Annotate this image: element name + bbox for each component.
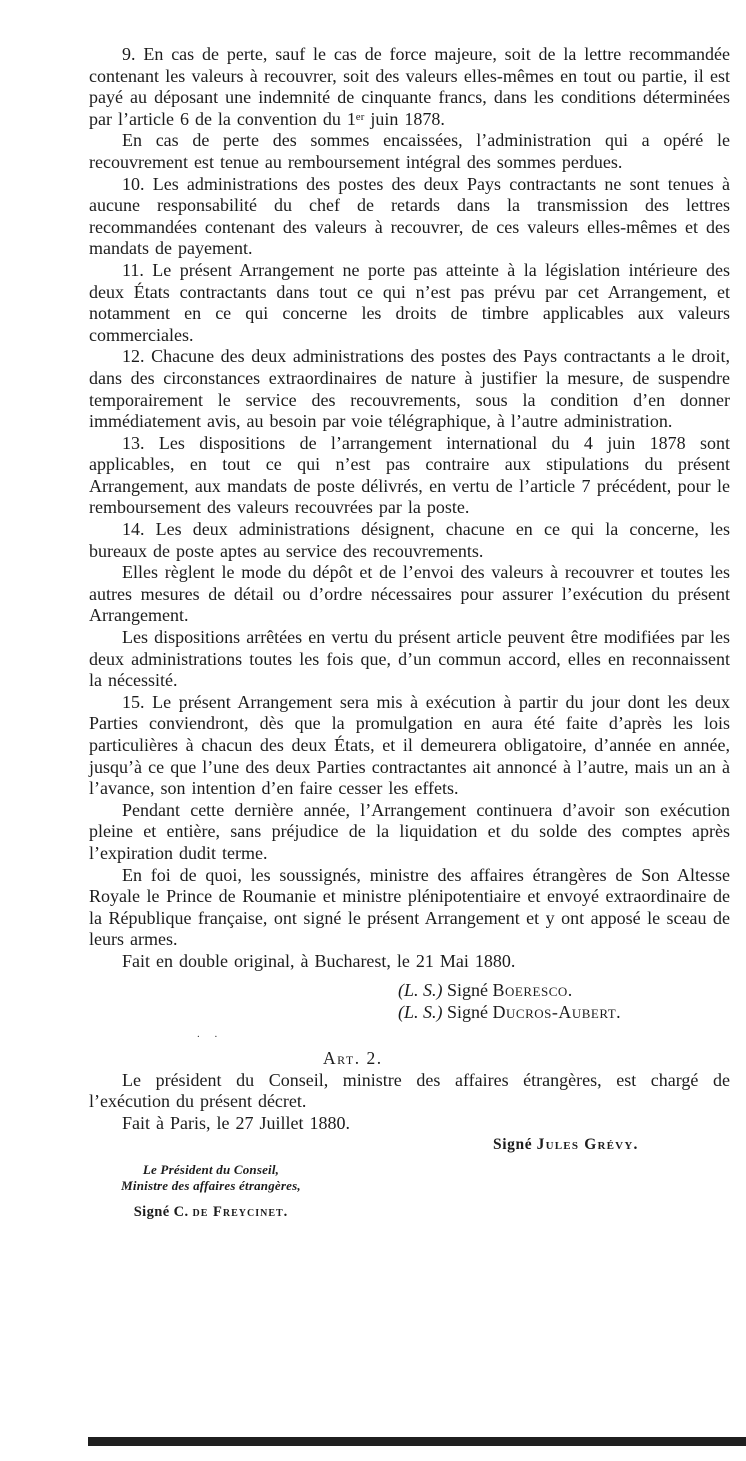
seal-ls-label: (L. S.) [398,979,443,1000]
paragraph: En cas de perte des sommes encaissées, l’administration qui a opéré le recouvrement est tenue au remboursement intégral des sommes perdues. [89,130,730,172]
paragraph: Les dispositions arrêtées en vertu du présent article peuvent être modifiées par les deux administrations toutes les fois que, d’un commun accord, elles en reconnaissent la nécessité. [89,627,730,691]
seal-signature-boeresco [398,979,730,1001]
function-line-ministre: Ministre des affaires étrangères, [121,1178,301,1194]
scan-dots-artifact: . . [197,1027,224,1040]
scan-artifact-bar [88,1437,746,1446]
signe-label: Signé [493,1136,533,1154]
seal-signature-ducros-aubert [398,1001,730,1023]
paragraph: Pendant cette dernière année, l’Arrangement continuera d’avoir son exécution pleine et entière, sans préjudice de la liquidation et du solde des comptes après l’expiration dudit terme. [89,799,730,863]
signe-label: Signé [447,979,489,1000]
paragraph: 14. Les deux administrations désignent, chacune en ce qui la concerne, les bureaux de poste aptes au service des recouvrements. [89,519,730,561]
signe-label: Signé [447,1001,489,1022]
paragraph: 11. Le présent Arrangement ne porte pas atteinte à la législation intérieure des deux États contractants dans tout ce qui n’est pas prévu par cet Arrangement, et notamment en ce qui concerne les droits de timbre applicables aux valeurs commerciales. [89,259,730,345]
article-2-heading: Art. 2. [323,1047,383,1068]
signature-freycinet [89,1202,333,1224]
dateline-paris: Fait à Paris, le 27 Juillet 1880. [122,1112,350,1133]
dateline-bucharest: Fait en double original, à Bucharest, le 21 Mai 1880. [122,950,516,971]
paragraph: 13. Les dispositions de l’arrangement international du 4 juin 1878 sont applicables, en tout ce qui n’est pas contraire aux stipulations du présent Arrangement, aux mandats de poste délivrés, en vertu de l’article 7 précédent, pour le remboursement des valeurs recouvrées par la poste. [89,432,730,518]
body-paragraphs [89,44,730,865]
function-line-president: Le Président du Conseil, [142,1162,280,1178]
document-text-block [89,0,730,1224]
seal-signatures [398,979,730,1023]
article-2-paragraph: Le président du Conseil, ministre des affaires étrangères, est chargé de l’exécution du présent décret. [89,1069,730,1112]
closing-paragraph: En foi de quoi, les soussignés, ministre des affaires étrangères de Son Altesse Royale le Prince de Roumanie et ministre plénipotentiaire et envoyé extraordinaire de la République française, ont signé le présent Arrangement et y ont apposé le sceau de leurs armes. [89,864,730,950]
signatory-name: Jules Grévy. [536,1136,639,1154]
signe-label: Signé C. [133,1204,189,1221]
seal-ls-label: (L. S.) [398,1001,443,1022]
paragraph: 9. En cas de perte, sauf le cas de force majeure, soit de la lettre recommandée contenant les valeurs à recouvrer, soit des valeurs elles-mêmes en tout ou partie, il est payé au déposant une indemnité de cinquante francs, dans les conditions déterminées par l’article 6 de la convention du 1ᵉʳ juin 1878. [89,44,730,129]
paragraph: 10. Les administrations des postes des deux Pays contractants ne sont tenues à aucune responsabilité du chef de retards dans la transmission des lettres recommandées contenant des valeurs à recouvrer, de ces valeurs elles-mêmes et des mandats de payement. [89,173,730,259]
paragraph: 12. Chacune des deux administrations des postes des Pays contractants a le droit, dans des circonstances extraordinaires de nature à justifier la mesure, de suspendre temporairement le service des recouvrements, sous la condition d’en donner immédiatement avis, au besoin par voie télégraphique, à l’autre administration. [89,346,730,432]
signatory-name: de Freycinet. [192,1204,289,1221]
paragraph: Elles règlent le mode du dépôt et de l’envoi des valeurs à recouvrer et toutes les autres mesures de détail ou d’ordre nécessaires pour assurer l’exécution du présent Arrangement. [89,562,730,626]
signature-jules-grevy [493,1134,730,1156]
signatory-name: Boeresco. [492,979,573,1000]
signatory-function-block [89,1162,333,1194]
signatory-name: Ducros-Aubert. [492,1001,622,1022]
paragraph: 15. Le présent Arrangement sera mis à exécution à partir du jour dont les deux Parties conviendront, dès que la promulgation en aura été faite d’après les lois particulières à chacun des deux États, et il demeurera obligatoire, d’année en année, jusqu’à ce que l’une des deux Parties contractantes ait annoncé à l’autre, mais un an à l’avance, son intention d’en faire cesser les effets. [89,691,730,799]
